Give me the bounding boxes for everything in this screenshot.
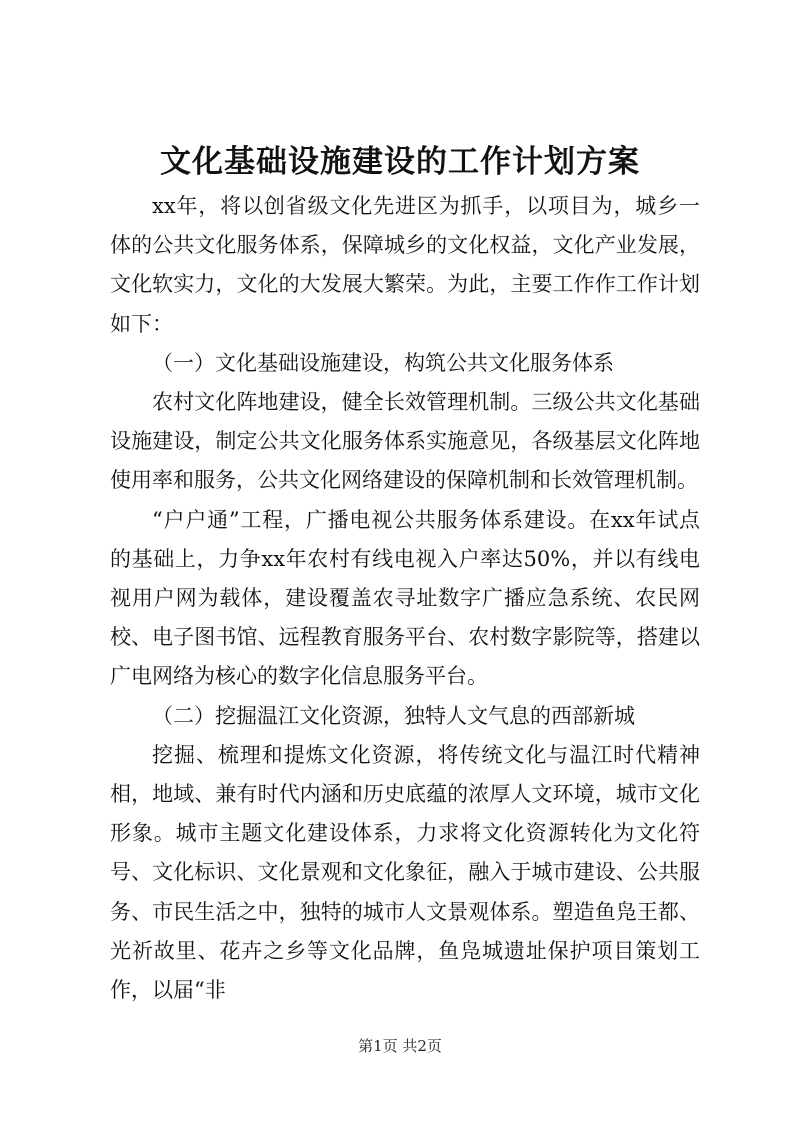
section-heading-1: （一）文化基础设施建设，构筑公共文化服务体系 bbox=[152, 350, 614, 375]
rural-culture-paragraph: 农村文化阵地建设，健全长效管理机制。三级公共文化基础设施建设，制定公共文化服务体系实施意见，各级基层文化阵地使用率和服务，公共文化网络建设的保障机制和长效管理机制。 bbox=[110, 390, 700, 493]
document-title: 文化基础设施建设的工作计划方案 bbox=[160, 144, 640, 180]
page-footer: 第1页 共2页 bbox=[358, 1037, 442, 1055]
intro-paragraph: xx年，将以创省级文化先进区为抓手，以项目为，城乡一体的公共文化服务体系，保障城乡的文化权益，文化产业发展，文化软实力，文化的大发展大繁荣。为此，主要工作作工作计划如下： bbox=[110, 194, 700, 336]
broadcast-paragraph: “户户通”工程，广播电视公共服务体系建设。在xx年试点的基础上，力争xx年农村有线电视入户率达50%，并以有线电视用户网为载体，建设覆盖农寻址数字广播应急系统、农民网校、电子图书馆、远程教育服务平台、农村数字影院等，搭建以广电网络为核心的数字化信息服务平台。 bbox=[110, 507, 700, 689]
document-body bbox=[110, 187, 700, 1010]
section-heading-2: （二）挖掘温江文化资源，独特人文气息的西部新城 bbox=[152, 703, 635, 728]
culture-resources-paragraph: 挖掘、梳理和提炼文化资源，将传统文化与温江时代精神相，地域、兼有时代内涵和历史底蕴的浓厚人文环境，城市文化形象。城市主题文化建设体系，力求将文化资源转化为文化符号、文化标识、文化景观和文化象征，融入于城市建设、公共服务、市民生活之中，独特的城市人文景观体系。塑造鱼凫王都、光祈故里、花卉之乡等文化品牌，鱼凫城遗址保护项目策划工作，以届“非 bbox=[110, 742, 700, 1003]
